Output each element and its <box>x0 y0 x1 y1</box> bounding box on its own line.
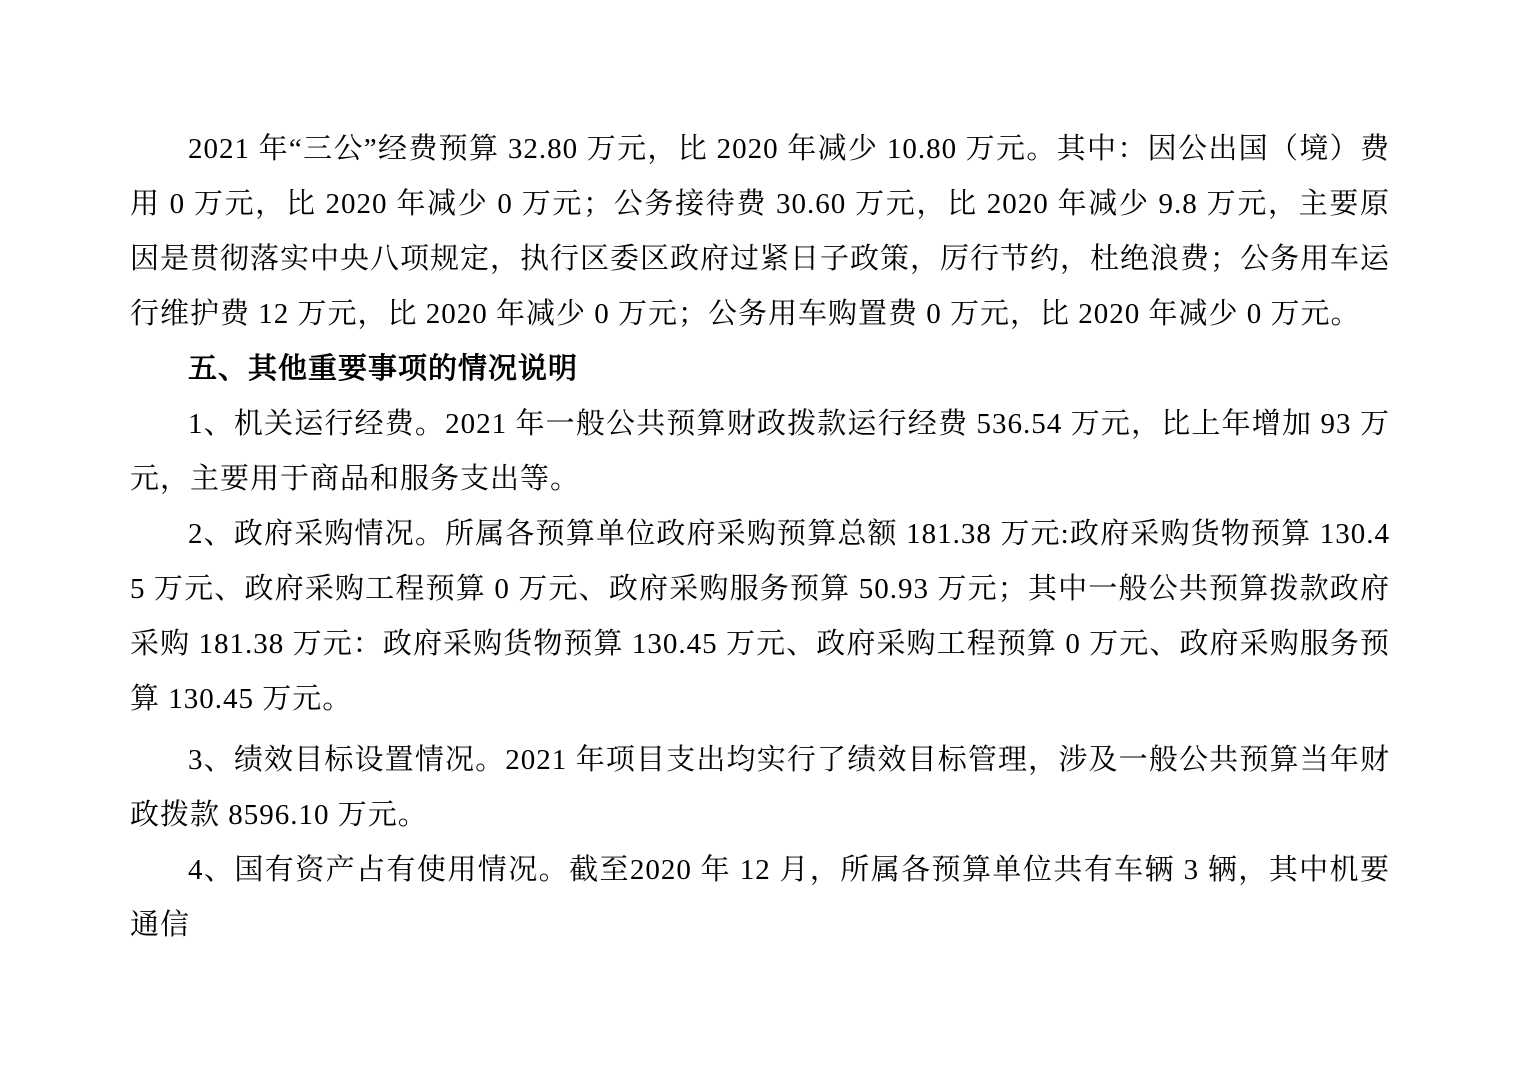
paragraph-agency-operating-expense: 1、机关运行经费。2021 年一般公共预算财政拨款运行经费 536.54 万元，比上年增加 93 万元，主要用于商品和服务支出等。 <box>130 408 1390 495</box>
paragraph-sangong-expenses: 2021 年“三公”经费预算 32.80 万元，比 2020 年减少 10.80 万元。其中：因公出国（境）费用 0 万元，比 2020 年减少 0 万元；公务接待费 30.60 万元，比 2020 年减少 9.8 万元，主要原因是贯彻落实中央八项规定，执行区委区政府过紧日子政策，厉行节约，杜绝浪费；公务用车运行维护费 12 万元，比 2020 年减少 0 万元；公务用车购置费 0 万元，比 2020 年减少 0 万元。 <box>130 133 1391 330</box>
paragraph-state-owned-assets: 4、国有资产占有使用情况。截至2020 年 12 月，所属各预算单位共有车辆 3 辆，其中机要通信 <box>130 854 1390 941</box>
paragraph-government-procurement: 2、政府采购情况。所属各预算单位政府采购预算总额 181.38 万元:政府采购货物预算 130.45 万元、政府采购工程预算 0 万元、政府采购服务预算 50.93 万元；其中一般公共预算拨款政府采购 181.38 万元：政府采购货物预算 130.45 万元、政府采购工程预算 0 万元、政府采购服务预算 130.45 万元。 <box>130 518 1390 715</box>
paragraph-performance-targets: 3、绩效目标设置情况。2021 年项目支出均实行了绩效目标管理，涉及一般公共预算当年财政拨款 8596.10 万元。 <box>130 744 1390 831</box>
section-heading-other-important-matters: 五、其他重要事项的情况说明 <box>188 353 579 385</box>
